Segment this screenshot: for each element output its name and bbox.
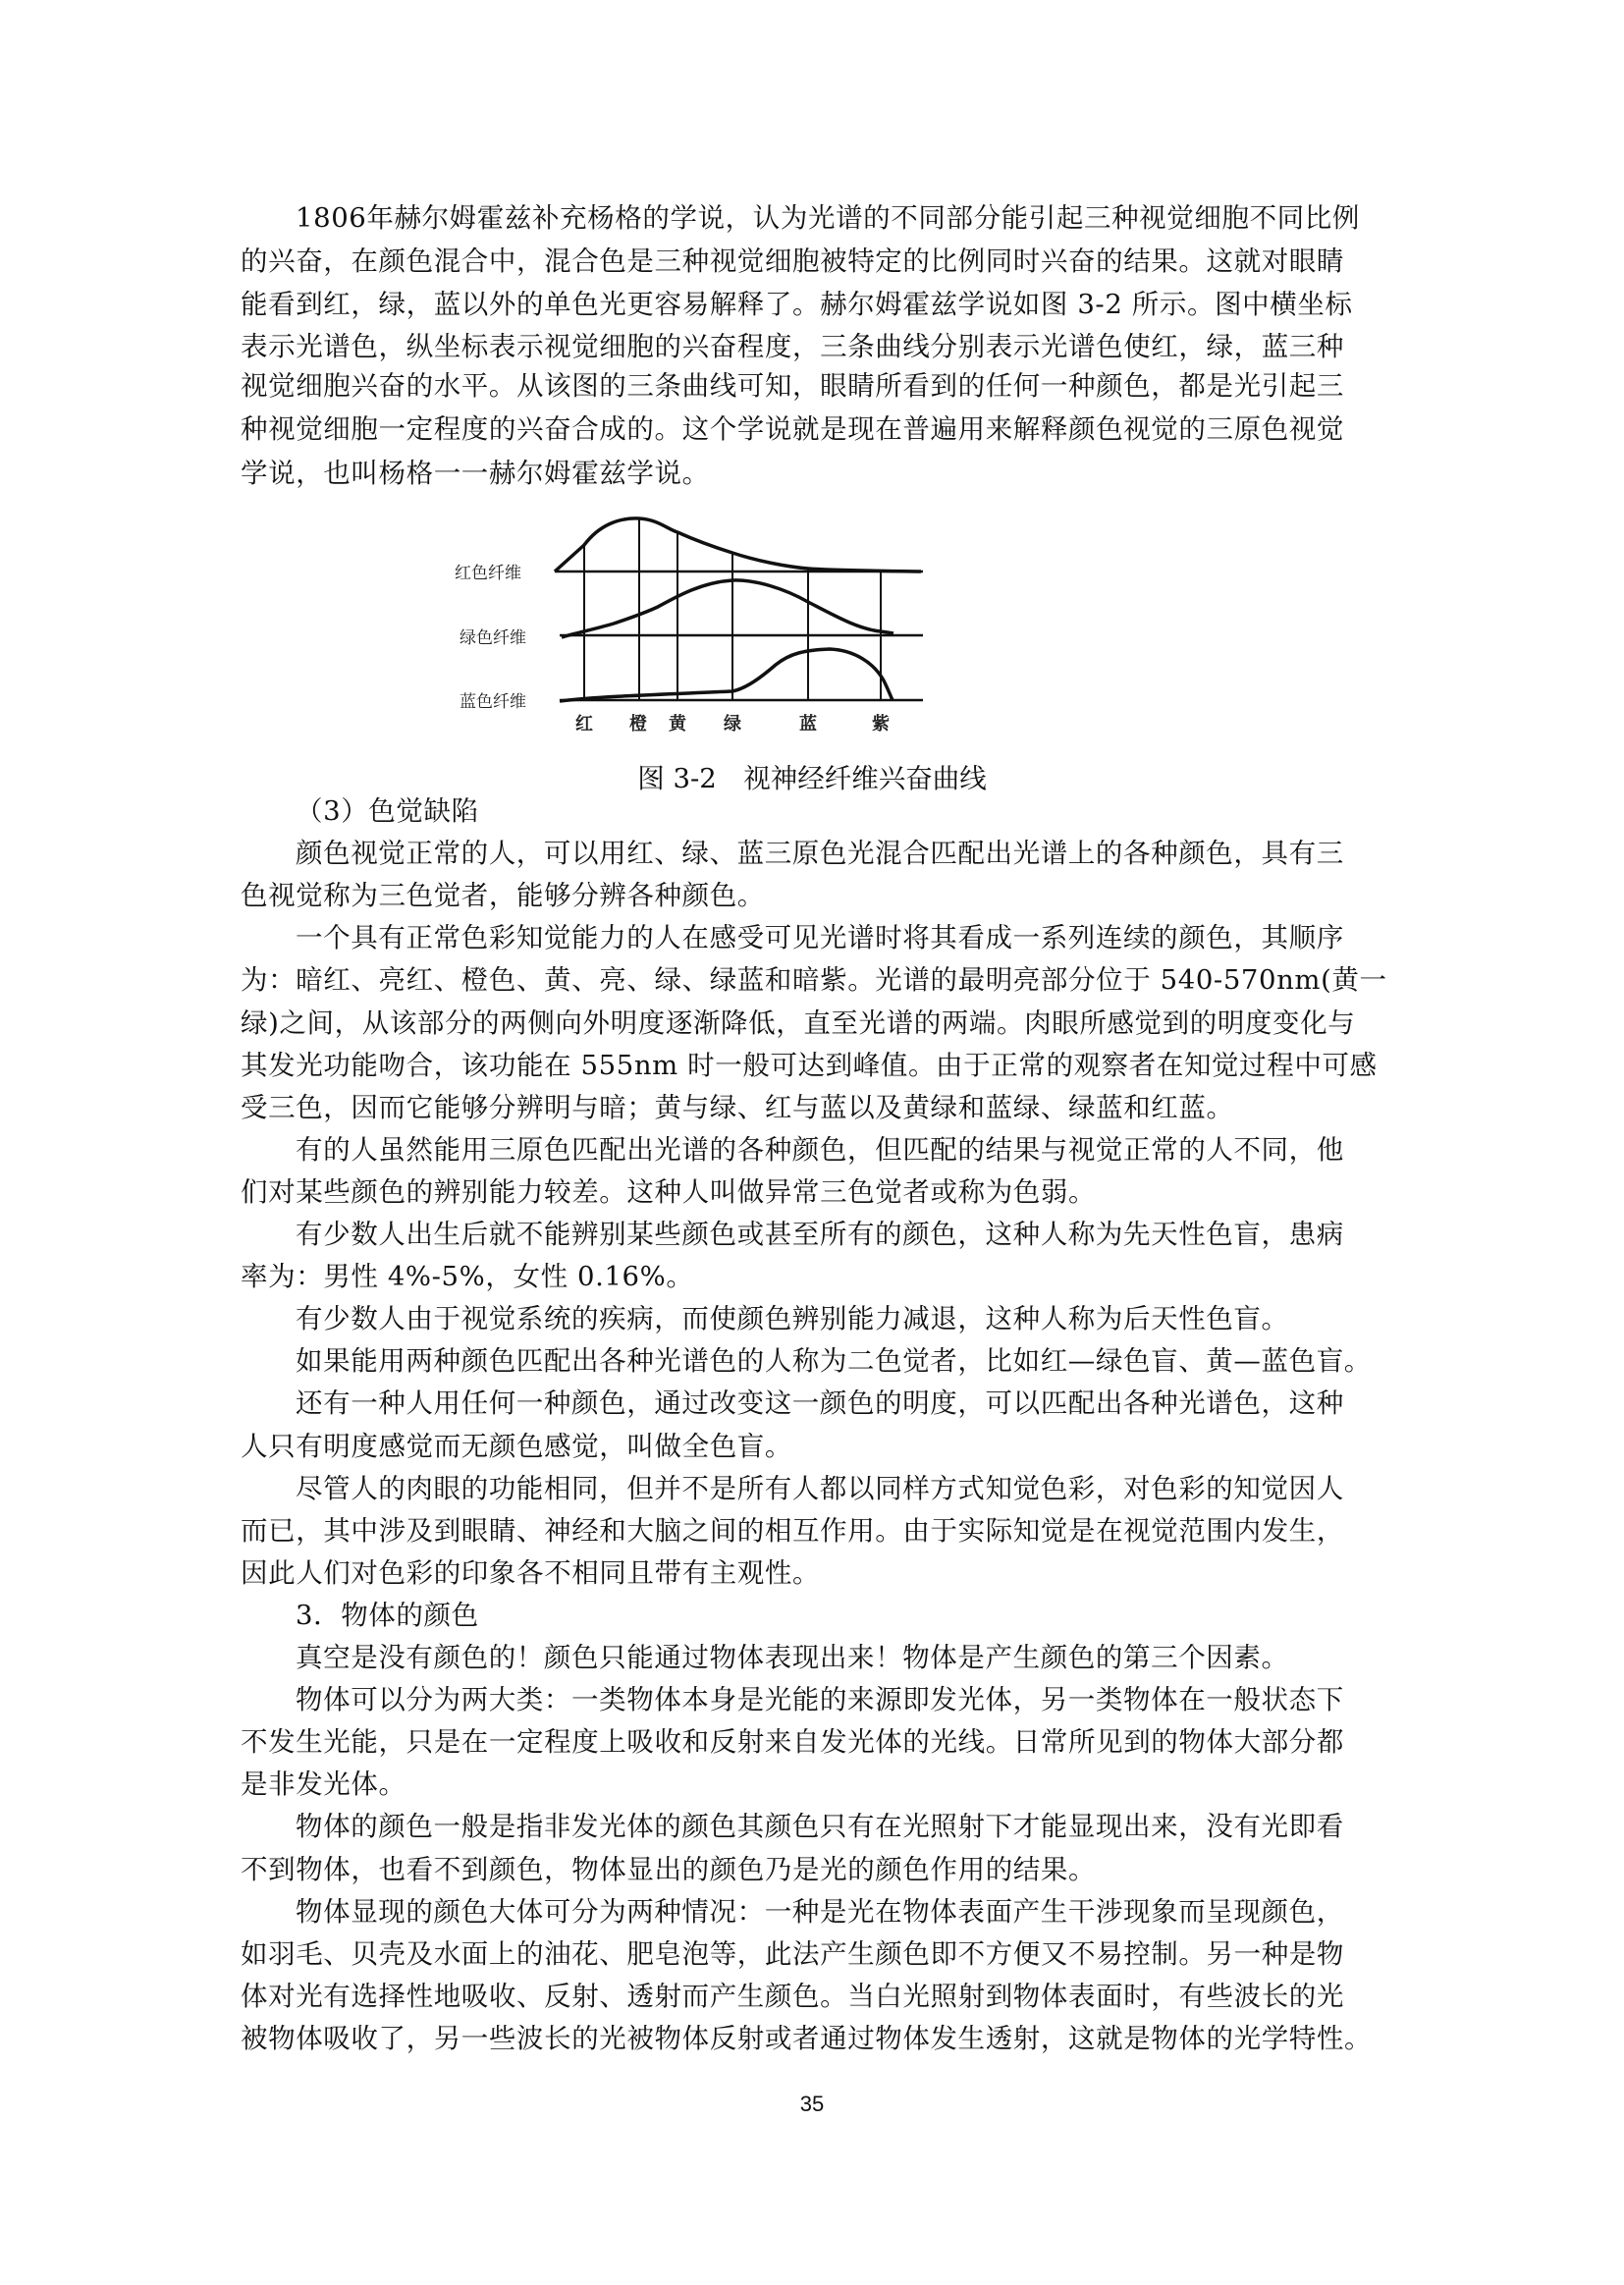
text-line: 的兴奋，在颜色混合中，混合色是三种视觉细胞被特定的比例同时兴奋的结果。这就对眼睛 (241, 245, 1344, 277)
text-line: 率为：男性 4%-5%，女性 0.16%。 (241, 1261, 694, 1293)
text-line: 人只有明度感觉而无颜色感觉，叫做全色盲。 (241, 1430, 792, 1462)
tick-label-orange: 橙 (629, 714, 647, 734)
text-line: 1806年赫尔姆霍兹补充杨格的学说，认为光谱的不同部分能引起三种视觉细胞不同比例 (296, 202, 1360, 234)
tick-label-green: 绿 (724, 714, 741, 734)
text-line: 还有一种人用任何一种颜色，通过改变这一颜色的明度，可以匹配出各种光谱色，这种 (296, 1387, 1344, 1420)
text-line: 尽管人的肉眼的功能相同，但并不是所有人都以同样方式知觉色彩，对色彩的知觉因人 (296, 1472, 1344, 1504)
text-line: 不到物体，也看不到颜色，物体显出的颜色乃是光的颜色作用的结果。 (241, 1853, 1097, 1885)
text-line: 们对某些颜色的辨别能力较差。这种人叫做异常三色觉者或称为色弱。 (241, 1175, 1097, 1208)
tick-label-red: 红 (575, 714, 593, 734)
text-line: 物体显现的颜色大体可分为两种情况：一种是光在物体表面产生干涉现象而呈现颜色， (296, 1895, 1344, 1928)
text-line: 色视觉称为三色觉者，能够分辨各种颜色。 (241, 880, 765, 912)
figure-svg (452, 516, 1001, 746)
text-line: 物体可以分为两大类：一类物体本身是光能的来源即发光体，另一类物体在一般状态下 (296, 1684, 1344, 1716)
text-line: 物体的颜色一般是指非发光体的颜色其颜色只有在光照射下才能显现出来，没有光即看 (296, 1811, 1344, 1843)
text-line: 颜色视觉正常的人，可以用红、绿、蓝三原色光混合匹配出光谱上的各种颜色，具有三 (296, 838, 1344, 870)
text-line: （3）色觉缺陷 (296, 795, 479, 827)
tick-label-violet: 紫 (872, 714, 890, 734)
text-line: 不发生光能，只是在一定程度上吸收和反射来自发光体的光线。日常所见到的物体大部分都 (241, 1726, 1344, 1759)
row-label-blue-fiber: 蓝色纤维 (460, 692, 526, 712)
text-line: 如果能用两种颜色匹配出各种光谱色的人称为二色觉者，比如红—绿色盲、黄—蓝色盲。 (296, 1345, 1372, 1378)
text-line: 如羽毛、贝壳及水面上的油花、肥皂泡等，此法产生颜色即不方便又不易控制。另一种是物 (241, 1937, 1344, 1970)
text-line: 体对光有选择性地吸收、反射、透射而产生颜色。当白光照射到物体表面时，有些波长的光 (241, 1980, 1344, 2012)
red-fiber-curve (555, 518, 921, 571)
text-line: 因此人们对色彩的印象各不相同且带有主观性。 (241, 1556, 821, 1589)
page-number: 35 (799, 2092, 825, 2116)
tick-label-blue: 蓝 (799, 714, 817, 734)
text-line: 有少数人由于视觉系统的疾病，而使颜色辨别能力减退，这种人称为后天性色盲。 (296, 1303, 1289, 1335)
text-line: 能看到红，绿，蓝以外的单色光更容易解释了。赫尔姆霍兹学说如图 3-2 所示。图中横坐标 (241, 289, 1353, 320)
blue-fiber-curve (560, 649, 893, 701)
text-line: 而已，其中涉及到眼睛、神经和大脑之间的相互作用。由于实际知觉是在视觉范围内发生， (241, 1514, 1344, 1547)
text-line: 学说，也叫杨格一一赫尔姆霍兹学说。 (241, 458, 710, 489)
tick-label-yellow: 黄 (669, 714, 686, 734)
figure-nerve-fiber-excitation-curves (452, 516, 1001, 746)
text-line: 表示光谱色，纵坐标表示视觉细胞的兴奋程度，三条曲线分别表示光谱色使红，绿，蓝三种 (241, 331, 1344, 362)
text-line: 受三色，因而它能够分辨明与暗；黄与绿、红与蓝以及黄绿和蓝绿、绿蓝和红蓝。 (241, 1091, 1234, 1123)
text-line: 被物体吸收了，另一些波长的光被物体反射或者通过物体发生透射，这就是物体的光学特性。 (241, 2022, 1373, 2054)
text-line: 种视觉细胞一定程度的兴奋合成的。这个学说就是现在普遍用来解释颜色视觉的三原色视觉 (241, 413, 1344, 445)
row-label-green-fiber: 绿色纤维 (460, 628, 526, 648)
text-line: 为：暗红、亮红、橙色、黄、亮、绿、绿蓝和暗紫。光谱的最明亮部分位于 540-570nm(黄一 (241, 964, 1387, 997)
text-line: 有的人虽然能用三原色匹配出光谱的各种颜色，但匹配的结果与视觉正常的人不同，他 (296, 1133, 1344, 1166)
text-line: 一个具有正常色彩知觉能力的人在感受可见光谱时将其看成一系列连续的颜色，其顺序 (296, 922, 1344, 954)
text-line: 视觉细胞兴奋的水平。从该图的三条曲线可知，眼睛所看到的任何一种颜色，都是光引起三 (241, 370, 1344, 402)
figure-caption: 图 3-2 视神经纤维兴奋曲线 (637, 763, 987, 794)
text-line: 是非发光体。 (241, 1768, 406, 1801)
text-line: 3．物体的颜色 (296, 1599, 479, 1631)
text-line: 真空是没有颜色的！颜色只能通过物体表现出来！物体是产生颜色的第三个因素。 (296, 1642, 1289, 1673)
text-line: 有少数人出生后就不能辨别某些颜色或甚至所有的颜色，这种人称为先天性色盲，患病 (296, 1219, 1344, 1250)
green-fiber-curve (562, 580, 893, 637)
text-line: 绿)之间，从该部分的两侧向外明度逐渐降低，直至光谱的两端。肉眼所感觉到的明度变化与 (241, 1006, 1356, 1039)
text-line: 其发光功能吻合，该功能在 555nm 时一般可达到峰值。由于正常的观察者在知觉过程中可感 (241, 1049, 1378, 1081)
row-label-red-fiber: 红色纤维 (455, 564, 521, 583)
